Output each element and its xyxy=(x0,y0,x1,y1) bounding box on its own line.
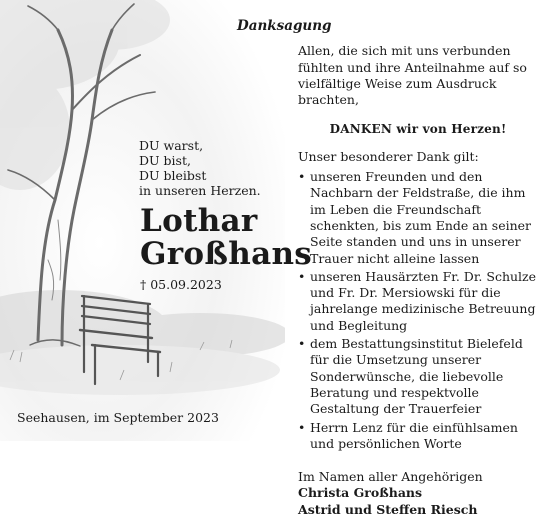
list-item-text: Herrn Lenz für die einfühlsamen und persönlichen Worte xyxy=(310,419,518,451)
acknowledgement-column xyxy=(237,18,538,518)
list-item-text: dem Bestattungsinstitut Bielefeld für die Umsetzung unserer Sonderwünsche, die liebevolle Beratung und respektvolle Gestaltung der Trauerfeier xyxy=(310,336,523,417)
last-name: Großhans xyxy=(140,236,313,272)
bullet-icon: • xyxy=(298,268,306,284)
bullet-icon: • xyxy=(298,419,306,435)
place-and-date: Seehausen, im September 2023 xyxy=(17,410,219,425)
signature: Astrid und Steffen Riesch xyxy=(298,501,478,517)
intro-text: Allen, die sich mit uns verbunden fühlten und ihre Anteilnahme auf so vielfältige Weise zum Ausdruck brachten, xyxy=(298,43,527,108)
list-item xyxy=(298,420,538,453)
closing-block xyxy=(298,469,538,518)
poem-line: in unseren Herzen. xyxy=(139,183,261,198)
first-name: Lothar xyxy=(140,203,258,239)
memorial-poem xyxy=(139,138,261,198)
thanks-list xyxy=(298,169,538,452)
thanks-line: DANKEN wir von Herzen! xyxy=(329,122,507,137)
list-item-text: unseren Freunden und den Nachbarn der Feldstraße, die ihm im Leben die Freundschaft schenkten, bis zum Ende an seiner Seite standen und uns in unserer Trauer nicht alleine lassen xyxy=(310,169,532,266)
list-item xyxy=(298,336,538,417)
death-date: † 05.09.2023 xyxy=(140,277,222,292)
list-item xyxy=(298,269,538,334)
bullet-icon: • xyxy=(298,169,306,185)
list-item xyxy=(298,169,538,267)
list-item-text: unseren Hausärzten Fr. Dr. Schulze und Fr. Dr. Mersiowski für die jahrelange medizinische Betreuung und Begleitung xyxy=(310,268,537,333)
notice-heading: Danksagung xyxy=(237,18,332,34)
poem-line: DU bleibst xyxy=(139,168,207,183)
closing-line: Im Namen aller Angehörigen xyxy=(298,469,483,485)
poem-line: DU bist, xyxy=(139,153,191,168)
signature: Christa Großhans xyxy=(298,485,423,501)
poem-line: DU warst, xyxy=(139,138,204,153)
deceased-name xyxy=(140,205,312,271)
special-thanks-intro: Unser besonderer Dank gilt: xyxy=(298,148,479,164)
bullet-icon: • xyxy=(298,336,306,352)
